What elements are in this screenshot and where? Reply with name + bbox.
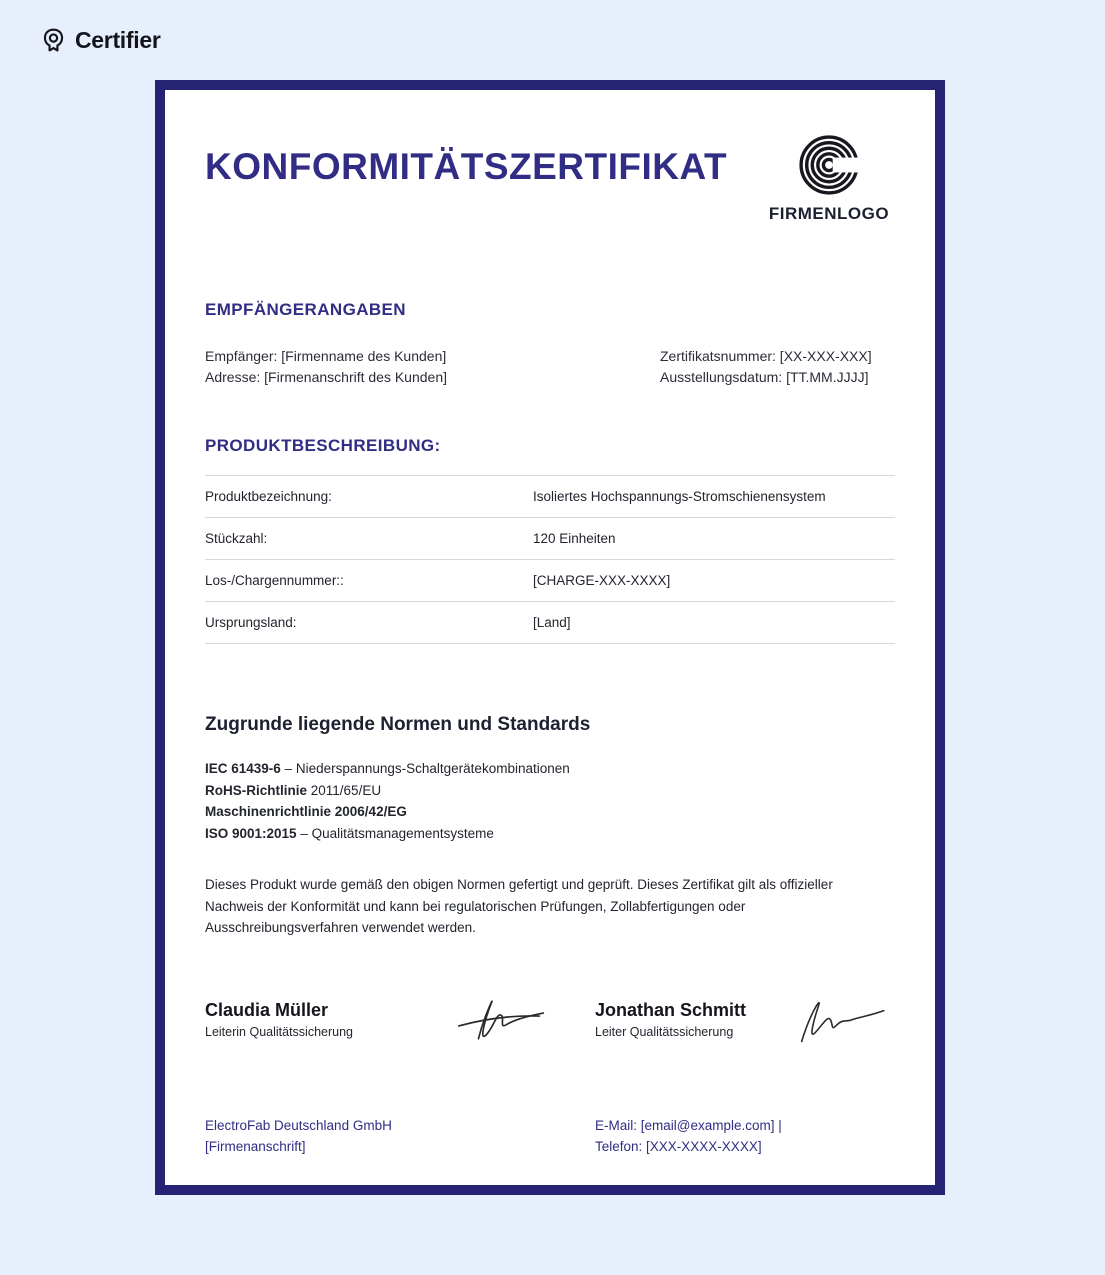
standards-section-heading: Zugrunde liegende Normen und Standards (205, 714, 591, 735)
footer-address: [Firmenanschrift] (205, 1138, 306, 1154)
company-logo (763, 134, 895, 224)
row-label: Los-/Chargennummer:: (205, 573, 344, 588)
recipient-details (205, 346, 895, 388)
signature-block (205, 989, 595, 1051)
company-logo-label: FIRMENLOGO (768, 204, 890, 223)
signature-squiggle-icon (445, 989, 563, 1051)
standard-description: – Niederspannungs-Schaltgerätekombinationen (280, 761, 570, 776)
company-logo-icon (763, 134, 895, 196)
footer-company: ElectroFab Deutschland GmbH (205, 1117, 392, 1133)
certificate-number-line: Zertifikatsnummer: [XX-XXX-XXX] (660, 348, 872, 364)
certifier-logo-text: Certifier (75, 27, 161, 53)
standard-item (205, 801, 895, 823)
certificate-footer (205, 1115, 895, 1157)
signature-squiggle-icon (783, 989, 895, 1051)
standard-description: 2011/65/EU (307, 782, 382, 798)
certifier-badge-icon (40, 27, 67, 54)
row-value: [Land] (533, 615, 571, 630)
row-label: Ursprungsland: (205, 615, 297, 630)
footer-phone: Telefon: [XXX-XXXX-XXXX] (595, 1138, 762, 1154)
signature-section (205, 989, 895, 1051)
certificate-header (205, 134, 895, 224)
row-value: 120 Einheiten (533, 531, 616, 546)
table-row (205, 560, 895, 602)
certificate-sheet (155, 80, 945, 1195)
product-table (205, 475, 895, 644)
address-line: Adresse: [Firmenanschrift des Kunden] (205, 369, 448, 385)
standard-description: – Qualitätsmanagementsysteme (296, 825, 494, 841)
conformity-statement: Dieses Produkt wurde gemäß den obigen Normen gefertigt und geprüft. Dieses Zertifikat gilt als offizieller Nachweis der Konformität und kann bei regulatorischen Prüfungen, Zollabfertigungen oder Ausschreibungsverfahren verwendet werden. (205, 877, 833, 935)
product-section-heading: PRODUKTBESCHREIBUNG: (205, 436, 441, 455)
recipient-line: Empfänger: [Firmenname des Kunden] (205, 348, 447, 364)
signature-block (595, 989, 895, 1051)
footer-email: E-Mail: [email@example.com] | (595, 1117, 782, 1133)
row-label: Stückzahl: (205, 531, 268, 546)
standard-name: ISO 9001:2015 (205, 825, 297, 841)
table-row (205, 475, 895, 518)
row-value: [CHARGE-XXX-XXXX] (533, 573, 671, 588)
signatory-name: Jonathan Schmitt (595, 1000, 747, 1020)
signatory-name: Claudia Müller (205, 1000, 329, 1020)
standard-item (205, 823, 895, 845)
standard-name: Maschinenrichtlinie 2006/42/EG (205, 804, 407, 819)
signatory-role: Leiterin Qualitätssicherung (205, 1025, 353, 1039)
certifier-logo (40, 27, 161, 54)
standard-item (205, 758, 895, 780)
row-value: Isoliertes Hochspannungs-Stromschienensystem (533, 489, 826, 504)
signatory-role: Leiter Qualitätssicherung (595, 1025, 734, 1039)
standard-name: IEC 61439-6 (205, 761, 281, 776)
standard-item (205, 780, 895, 802)
table-row (205, 518, 895, 560)
standard-name: RoHS-Richtlinie (205, 782, 308, 798)
table-row (205, 602, 895, 644)
certificate-title: KONFORMITÄTSZERTIFIKAT (205, 146, 728, 187)
standards-list (205, 758, 895, 844)
row-label: Produktbezeichnung: (205, 489, 332, 504)
recipient-section-heading: EMPFÄNGERANGABEN (205, 300, 406, 319)
issue-date-line: Ausstellungsdatum: [TT.MM.JJJJ] (660, 369, 869, 385)
